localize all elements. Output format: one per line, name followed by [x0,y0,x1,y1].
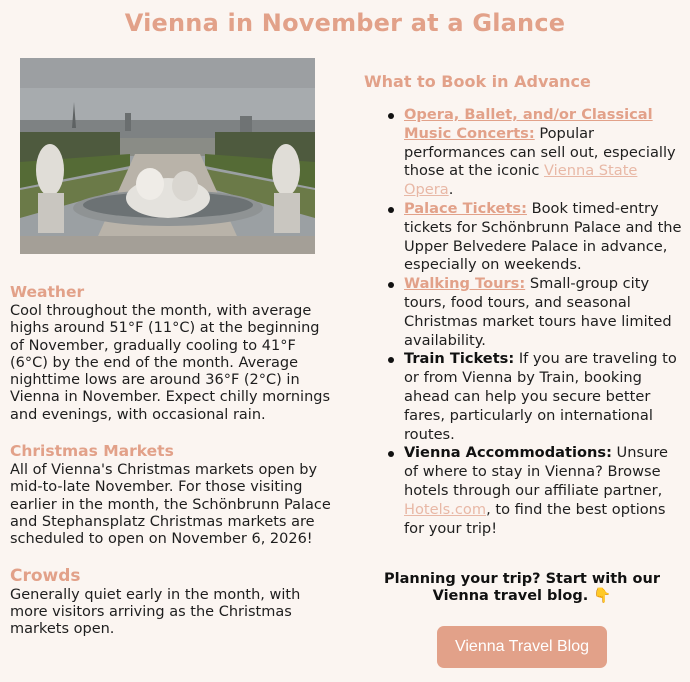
list-item-text-end: , to find the best options for your trip! [404,500,666,537]
list-item-text: If you are traveling to or from Vienna by Train, booking ahead can help you secure better fares, particularly on international routes. [404,350,677,443]
list-item [364,275,684,350]
right-column [364,72,684,538]
list-item-text: Small-group city tours, food tours, and seasonal Christmas market tours have limited availability. [404,275,672,349]
christmas-heading: Christmas Markets [10,442,174,461]
list-item-text-end: . [448,181,454,199]
page-title: Vienna in November at a Glance [124,9,566,37]
walking-tours-link[interactable]: Walking Tours: [404,275,526,293]
book-advance-heading: What to Book in Advance [364,72,591,91]
list-item [364,444,684,538]
bullet-icon [388,357,394,363]
state-opera-link[interactable]: Vienna State Opera [404,162,638,199]
palace-tickets-link[interactable]: Palace Tickets: [404,199,527,217]
weather-text: Cool throughout the month, with average highs around 51°F (11°C) at the beginning of November, gradually cooling to 41°F (6°C) by the end of the month. Average nighttime lows are around 36°F (2°C) in Vienna in November. Expect chilly mornings and evenings, with occasional rain. [10,303,331,423]
list-item-text: Popular performances can sell out, especially those at the iconic [404,124,676,180]
book-advance-list [364,106,684,538]
bullet-icon [388,451,394,457]
bullet-icon [388,282,394,288]
concerts-link[interactable]: Opera, Ballet, and/or Classical Music Concerts: [404,106,653,142]
list-item-text: Unsure of where to stay in Vienna? Browse hotels through our affiliate partner, [404,444,669,499]
weather-section [10,282,335,424]
crowds-heading: Crowds [10,565,81,586]
weather-heading: Weather [10,283,85,301]
vienna-travel-blog-button[interactable]: Vienna Travel Blog [437,626,607,668]
christmas-section [10,441,335,548]
train-tickets-label: Train Tickets: [404,350,515,368]
list-item-text: Book timed-entry tickets for Schönbrunn Palace and the Upper Belvedere Palace in advance, especially on weekends. [404,199,682,274]
list-item [364,200,684,275]
accommodations-label: Vienna Accommodations: [404,444,612,462]
bullet-icon [388,207,394,213]
crowds-section [10,566,335,639]
left-column [10,282,335,638]
list-item [364,106,684,200]
cta-text: Planning your trip? Start with our Vienna travel blog. 👇 [384,571,660,604]
bullet-icon [388,113,394,119]
belvedere-garden-photo [20,58,315,254]
crowds-text: Generally quiet early in the month, with more visitors arriving as the Christmas markets open. [10,586,301,638]
hotels-link[interactable]: Hotels.com [404,500,487,518]
list-item [364,350,684,444]
christmas-text: All of Vienna's Christmas markets open by mid-to-late November. For those visiting earlier in the month, the Schönbrunn Palace and Stephansplatz Christmas markets are scheduled to open on November 6, 2026! [10,462,331,548]
